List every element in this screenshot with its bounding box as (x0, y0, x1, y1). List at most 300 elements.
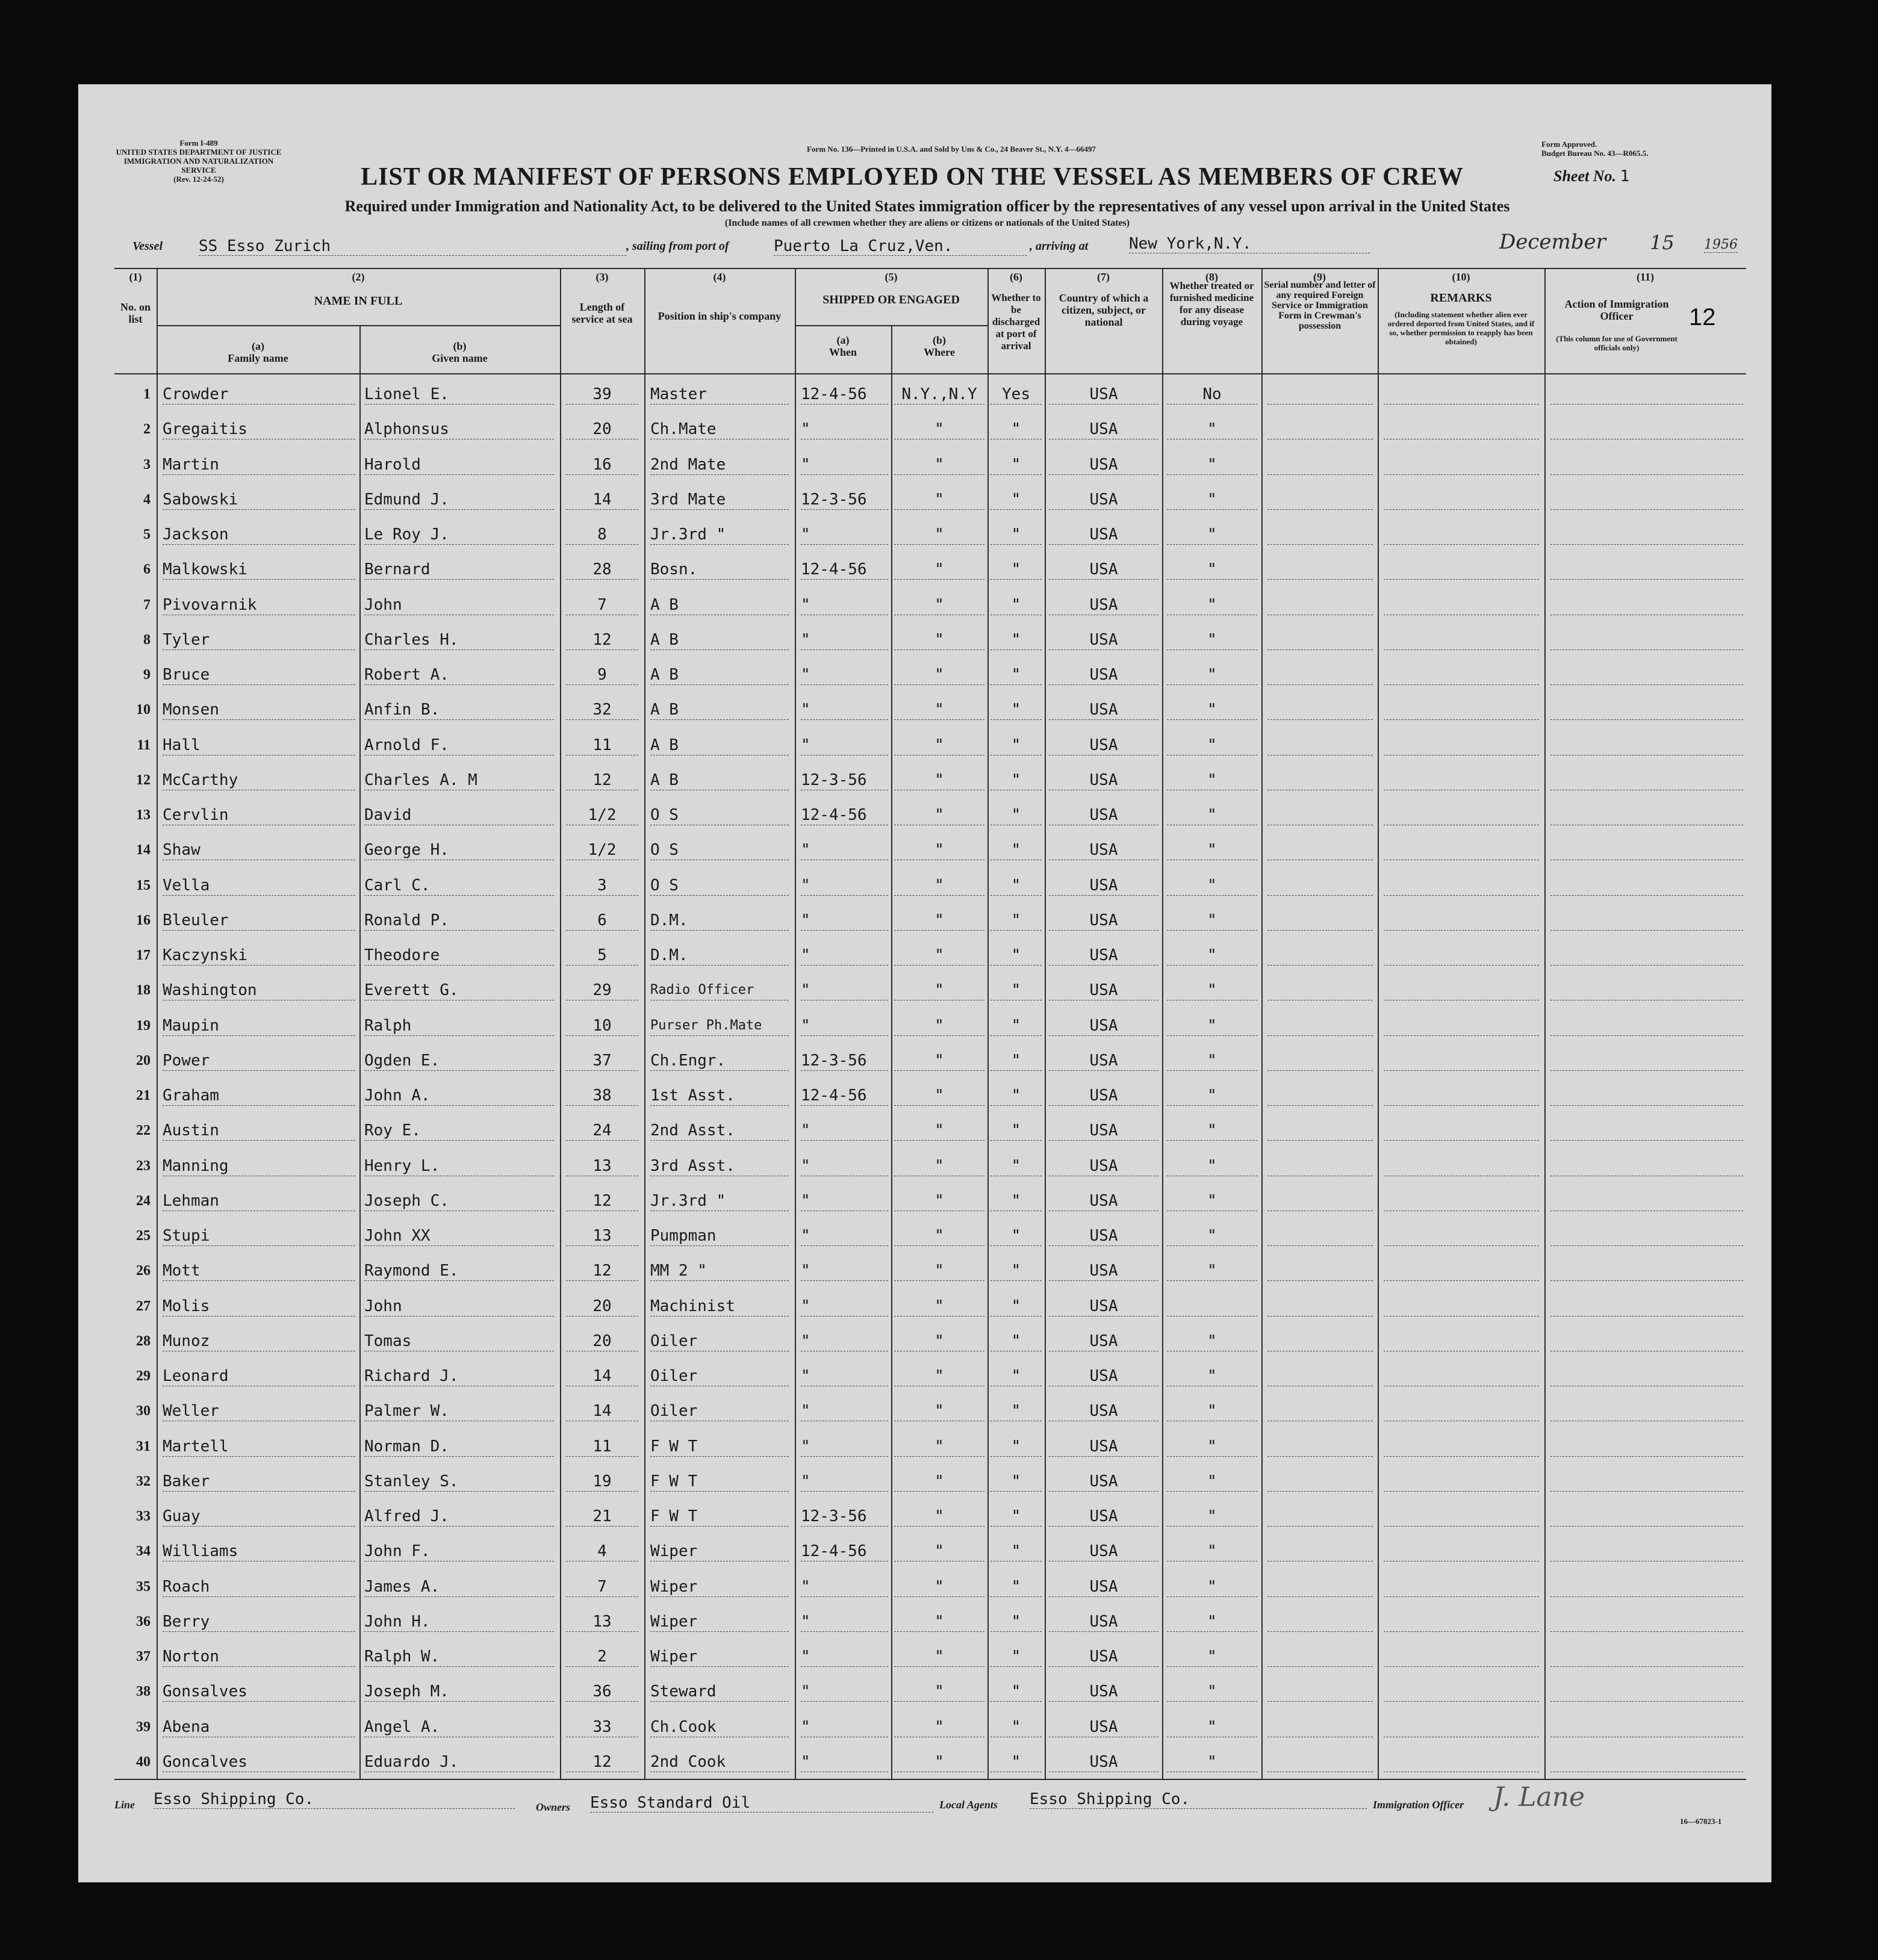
row-number: 11 (137, 737, 151, 753)
cell-serial (1267, 1437, 1373, 1457)
cell-given: Edmund J. (364, 490, 554, 510)
cell-when: " (801, 1612, 888, 1632)
cell-where: " (894, 1366, 984, 1386)
cell-family: Manning (163, 1156, 355, 1176)
cell-treated: " (1167, 1051, 1257, 1071)
cell-family: Austin (163, 1121, 355, 1141)
cell-position: Ch.Mate (650, 420, 789, 439)
header-given-name (359, 340, 560, 364)
cell-remarks (1384, 1682, 1539, 1702)
cell-serial (1267, 736, 1373, 755)
cell-treated: No (1167, 385, 1257, 405)
col-num-8: (8) (1205, 271, 1218, 283)
manifest-title: LIST OR MANIFEST OF PERSONS EMPLOYED ON THE VESSEL AS MEMBERS OF CREW (361, 163, 1464, 191)
cell-where: " (894, 1086, 984, 1106)
cell-serial (1267, 1401, 1373, 1421)
cell-treated: " (1167, 1437, 1257, 1457)
cell-length: 38 (566, 1086, 638, 1106)
table-row (78, 1673, 1771, 1708)
where-label: Where (924, 346, 955, 358)
cell-where: " (894, 1191, 984, 1211)
table-row (78, 516, 1771, 551)
cell-when: 12-3-56 (801, 1507, 888, 1527)
row-number: 34 (136, 1543, 151, 1560)
cell-length: 13 (566, 1156, 638, 1176)
cell-remarks (1384, 595, 1539, 615)
cell-position: Steward (650, 1682, 789, 1702)
cell-remarks (1384, 1016, 1539, 1036)
cell-treated: " (1167, 1507, 1257, 1527)
cell-country: USA (1049, 736, 1158, 755)
cell-position: Bosn. (650, 560, 789, 580)
cell-given: Bernard (364, 560, 554, 580)
row-number: 7 (143, 597, 151, 613)
cell-position: Oiler (650, 1401, 789, 1421)
cell-discharged: " (990, 1191, 1042, 1211)
cell-given: Eduardo J. (364, 1752, 554, 1772)
cell-given: John F. (364, 1542, 554, 1561)
table-bottom-rule (114, 1779, 1746, 1780)
cell-position: A B (650, 665, 789, 685)
cell-position: Wiper (650, 1542, 789, 1561)
cell-discharged: " (990, 840, 1042, 860)
cell-country: USA (1049, 1156, 1158, 1176)
line-value: Esso Shipping Co. (154, 1790, 515, 1809)
cell-where: " (894, 1016, 984, 1036)
cell-action (1550, 1682, 1743, 1702)
header-shipped-engaged: SHIPPED OR ENGAGED (822, 293, 960, 306)
row-number: 4 (143, 491, 151, 507)
cell-family: Power (163, 1051, 355, 1071)
col-num-4: (4) (713, 271, 726, 283)
row-number: 23 (136, 1158, 151, 1174)
manifest-sheet (78, 84, 1771, 1882)
row-number: 33 (136, 1509, 151, 1524)
cell-length: 3 (566, 876, 638, 896)
cell-treated: " (1167, 455, 1257, 475)
subtitle-note: (Include names of all crewmen whether they are aliens or citizens or nationals of the United States) (724, 218, 1130, 228)
cell-given: Robert A. (364, 665, 554, 685)
cell-position: 1st Asst. (650, 1086, 789, 1106)
cell-length: 4 (566, 1542, 638, 1561)
cell-when: " (801, 840, 888, 860)
cell-action (1550, 595, 1743, 615)
cell-country: USA (1049, 876, 1158, 896)
cell-when: 12-3-56 (801, 771, 888, 790)
cell-length: 6 (566, 911, 638, 931)
cell-discharged: " (990, 595, 1042, 615)
table-row (78, 1428, 1771, 1463)
cell-treated: " (1167, 1717, 1257, 1737)
cell-remarks (1384, 1401, 1539, 1421)
cell-serial (1267, 911, 1373, 931)
cell-remarks (1384, 420, 1539, 439)
col-num-7: (7) (1097, 271, 1110, 283)
table-row (78, 797, 1771, 832)
cell-serial (1267, 630, 1373, 650)
cell-where: " (894, 1507, 984, 1527)
cell-given: Theodore (364, 946, 554, 966)
cell-serial (1267, 771, 1373, 790)
cell-where: N.Y.,N.Y (894, 385, 984, 405)
cell-action (1550, 1717, 1743, 1737)
cell-action (1550, 1401, 1743, 1421)
cell-serial (1267, 1366, 1373, 1386)
cell-family: Baker (163, 1472, 355, 1492)
cell-length: 10 (566, 1016, 638, 1036)
cell-position: 3rd Asst. (650, 1156, 789, 1176)
cell-remarks (1384, 560, 1539, 580)
cell-when: " (801, 736, 888, 755)
cell-serial (1267, 1016, 1373, 1036)
cell-serial (1267, 1472, 1373, 1492)
cell-when: " (801, 1121, 888, 1141)
cell-action (1550, 911, 1743, 931)
col-num-2: (2) (352, 271, 365, 283)
cell-serial (1267, 981, 1373, 1000)
cell-position: 2nd Asst. (650, 1121, 789, 1141)
cell-when: " (801, 1437, 888, 1457)
cell-when: 12-4-56 (801, 805, 888, 825)
row-number: 29 (136, 1368, 151, 1384)
table-row (78, 1569, 1771, 1604)
header-action: Action of Immigration Officer (1564, 298, 1669, 322)
cell-family: Lehman (163, 1191, 355, 1211)
cell-where: " (894, 560, 984, 580)
cell-where: " (894, 1472, 984, 1492)
cell-treated: " (1167, 911, 1257, 931)
cell-when: " (801, 876, 888, 896)
cell-discharged: " (990, 1226, 1042, 1246)
cell-discharged: " (990, 1507, 1042, 1527)
cell-length: 2 (566, 1647, 638, 1667)
table-row (78, 1288, 1771, 1323)
row-number: 37 (136, 1649, 151, 1664)
cell-when: " (801, 1332, 888, 1351)
manifest-footer (114, 1782, 1752, 1836)
department: UNITED STATES DEPARTMENT OF JUSTICE (116, 147, 282, 157)
cell-remarks (1384, 1297, 1539, 1316)
cell-serial (1267, 700, 1373, 720)
table-row (78, 1183, 1771, 1218)
col-num-6: (6) (1010, 271, 1022, 283)
table-row (78, 1463, 1771, 1498)
cell-family: Kaczynski (163, 946, 355, 966)
cell-serial (1267, 805, 1373, 825)
owners-label: Owners (536, 1801, 571, 1813)
arrival-port: New York,N.Y. (1129, 235, 1370, 253)
cell-country: USA (1049, 981, 1158, 1000)
cell-serial (1267, 1121, 1373, 1141)
row-number: 9 (143, 667, 151, 683)
cell-action (1550, 1261, 1743, 1281)
cell-treated: " (1167, 1121, 1257, 1141)
row-number: 22 (136, 1123, 151, 1139)
cell-discharged: " (990, 455, 1042, 475)
cell-remarks (1384, 1542, 1539, 1561)
cell-action (1550, 1191, 1743, 1211)
cell-when: " (801, 630, 888, 650)
cell-length: 16 (566, 455, 638, 475)
cell-given: John (364, 595, 554, 615)
cell-country: USA (1049, 1226, 1158, 1246)
cell-remarks (1384, 1261, 1539, 1281)
table-row (78, 1358, 1771, 1393)
cell-treated: " (1167, 736, 1257, 755)
cell-when: 12-4-56 (801, 560, 888, 580)
cell-remarks (1384, 525, 1539, 545)
cell-where: " (894, 1647, 984, 1667)
cell-length: 29 (566, 981, 638, 1000)
cell-family: Stupi (163, 1226, 355, 1246)
cell-action (1550, 1332, 1743, 1351)
cell-given: Raymond E. (364, 1261, 554, 1281)
cell-country: USA (1049, 1717, 1158, 1737)
table-row (78, 1393, 1771, 1428)
cell-serial (1267, 1261, 1373, 1281)
cell-given: John (364, 1297, 554, 1316)
cell-treated: " (1167, 595, 1257, 615)
table-row (78, 692, 1771, 727)
table-row (78, 1112, 1771, 1147)
cell-action (1550, 1121, 1743, 1141)
arrival-month: December (1499, 230, 1606, 254)
cell-when: " (801, 1226, 888, 1246)
col-num-11: (11) (1637, 271, 1654, 283)
cell-family: Bruce (163, 665, 355, 685)
cell-remarks (1384, 700, 1539, 720)
col-num-3: (3) (595, 271, 609, 283)
cell-discharged: " (990, 630, 1042, 650)
cell-length: 32 (566, 700, 638, 720)
cell-serial (1267, 490, 1373, 510)
cell-position: A B (650, 700, 789, 720)
cell-treated: " (1167, 525, 1257, 545)
cell-remarks (1384, 1366, 1539, 1386)
cell-position: O S (650, 805, 789, 825)
col-num-9: (9) (1313, 271, 1326, 283)
table-row (78, 482, 1771, 516)
row-number: 31 (136, 1438, 151, 1454)
table-top-rule (114, 268, 1746, 269)
cell-position: 2nd Cook (650, 1752, 789, 1772)
row-number: 8 (143, 631, 151, 648)
cell-given: Richard J. (364, 1366, 554, 1386)
row-number: 32 (136, 1473, 151, 1489)
cell-when: " (801, 700, 888, 720)
table-row (78, 1498, 1771, 1533)
cell-length: 14 (566, 490, 638, 510)
cell-country: USA (1049, 1332, 1158, 1351)
arrival-year: 1956 (1704, 237, 1738, 252)
cell-serial (1267, 595, 1373, 615)
cell-serial (1267, 455, 1373, 475)
table-row (78, 447, 1771, 482)
cell-country: USA (1049, 560, 1158, 580)
cell-remarks (1384, 1437, 1539, 1457)
cell-length: 20 (566, 420, 638, 439)
cell-position: Ch.Engr. (650, 1051, 789, 1071)
table-row (78, 1078, 1771, 1112)
cell-family: Weller (163, 1401, 355, 1421)
cell-remarks (1384, 1577, 1539, 1597)
row-number: 24 (136, 1192, 151, 1209)
cell-treated: " (1167, 1752, 1257, 1772)
cell-remarks (1384, 1472, 1539, 1492)
row-number: 3 (143, 456, 151, 473)
cell-when: " (801, 1472, 888, 1492)
cell-country: USA (1049, 1542, 1158, 1561)
row-number: 38 (136, 1684, 151, 1700)
cell-family: Gonsalves (163, 1682, 355, 1702)
cell-given: Arnold F. (364, 736, 554, 755)
cell-where: " (894, 1121, 984, 1141)
cell-family: Abena (163, 1717, 355, 1737)
cell-position: O S (650, 840, 789, 860)
cell-remarks (1384, 1051, 1539, 1071)
cell-position: A B (650, 630, 789, 650)
cell-action (1550, 805, 1743, 825)
row-number: 19 (136, 1017, 151, 1034)
cell-length: 20 (566, 1332, 638, 1351)
cell-when: " (801, 1016, 888, 1036)
cell-country: USA (1049, 1261, 1158, 1281)
cell-discharged: " (990, 736, 1042, 755)
cell-action (1550, 560, 1743, 580)
cell-discharged: " (990, 1156, 1042, 1176)
cell-country: USA (1049, 1051, 1158, 1071)
row-number: 30 (136, 1403, 151, 1419)
cell-treated: " (1167, 1226, 1257, 1246)
cell-country: USA (1049, 595, 1158, 615)
sheet-label: Sheet No. (1553, 167, 1616, 185)
cell-position: A B (650, 771, 789, 790)
cell-length: 24 (566, 1121, 638, 1141)
cell-where: " (894, 525, 984, 545)
cell-when: " (801, 1682, 888, 1702)
cell-discharged: " (990, 490, 1042, 510)
cell-when: 12-4-56 (801, 1086, 888, 1106)
table-row (78, 622, 1771, 657)
cell-action (1550, 736, 1743, 755)
cell-remarks (1384, 1191, 1539, 1211)
cell-action (1550, 700, 1743, 720)
cell-treated: " (1167, 490, 1257, 510)
cell-when: " (801, 1401, 888, 1421)
cell-serial (1267, 1682, 1373, 1702)
cell-remarks (1384, 1647, 1539, 1667)
cell-family: Graham (163, 1086, 355, 1106)
cell-treated: " (1167, 1366, 1257, 1386)
cell-family: Hall (163, 736, 355, 755)
cell-position: A B (650, 595, 789, 615)
cell-given: Alfred J. (364, 1507, 554, 1527)
cell-where: " (894, 981, 984, 1000)
cell-serial (1267, 1507, 1373, 1527)
cell-where: " (894, 805, 984, 825)
cell-given: Roy E. (364, 1121, 554, 1141)
cell-action (1550, 946, 1743, 966)
cell-remarks (1384, 771, 1539, 790)
cell-when: " (801, 946, 888, 966)
cell-when: " (801, 525, 888, 545)
cell-where: " (894, 1261, 984, 1281)
cell-discharged: " (990, 1366, 1042, 1386)
cell-when: " (801, 911, 888, 931)
agents-label: Local Agents (939, 1799, 998, 1811)
cell-serial (1267, 1542, 1373, 1561)
cell-remarks (1384, 736, 1539, 755)
cell-discharged: " (990, 946, 1042, 966)
cell-country: USA (1049, 771, 1158, 790)
row-number: 21 (136, 1088, 151, 1103)
cell-length: 12 (566, 1752, 638, 1772)
cell-remarks (1384, 1612, 1539, 1632)
sailing-port: Puerto La Cruz,Ven. (774, 237, 1027, 256)
cell-where: " (894, 1297, 984, 1316)
cell-length: 13 (566, 1612, 638, 1632)
cell-country: USA (1049, 911, 1158, 931)
cell-length: 11 (566, 736, 638, 755)
cell-discharged: " (990, 805, 1042, 825)
row-number: 18 (136, 982, 151, 999)
table-row (78, 1709, 1771, 1744)
cell-remarks (1384, 1156, 1539, 1176)
cell-where: " (894, 630, 984, 650)
col-num-5: (5) (885, 271, 898, 283)
cell-family: Roach (163, 1577, 355, 1597)
cell-discharged: " (990, 981, 1042, 1000)
cell-treated: " (1167, 1472, 1257, 1492)
cell-where: " (894, 1437, 984, 1457)
table-row (78, 762, 1771, 797)
cell-position: Oiler (650, 1332, 789, 1351)
cell-discharged: " (990, 1121, 1042, 1141)
cell-country: USA (1049, 1577, 1158, 1597)
cell-country: USA (1049, 1121, 1158, 1141)
cell-length: 1/2 (566, 840, 638, 860)
row-number: 10 (136, 702, 151, 718)
cell-position: A B (650, 736, 789, 755)
printer-note: Form No. 136—Printed in U.S.A. and Sold by Uns & Co., 24 Beaver St., N.Y. 4—66497 (807, 144, 1096, 154)
cell-treated: " (1167, 771, 1257, 790)
cell-country: USA (1049, 700, 1158, 720)
row-number: 13 (136, 807, 151, 823)
cell-treated: " (1167, 805, 1257, 825)
when-label: When (829, 346, 857, 358)
cell-action (1550, 455, 1743, 475)
cell-treated: " (1167, 1261, 1257, 1281)
cell-where: " (894, 1401, 984, 1421)
cell-serial (1267, 1577, 1373, 1597)
cell-where: " (894, 1051, 984, 1071)
budget-bureau: Budget Bureau No. 43—R065.5. (1541, 149, 1649, 158)
cell-country: USA (1049, 525, 1158, 545)
cell-country: USA (1049, 1366, 1158, 1386)
cell-treated: " (1167, 420, 1257, 439)
cell-action (1550, 525, 1743, 545)
cell-remarks (1384, 1121, 1539, 1141)
cell-action (1550, 981, 1743, 1000)
cell-action (1550, 771, 1743, 790)
table-row (78, 972, 1771, 1007)
cell-country: USA (1049, 1647, 1158, 1667)
cell-discharged: " (990, 1332, 1042, 1351)
cell-family: Vella (163, 876, 355, 896)
cell-family: Washington (163, 981, 355, 1000)
cell-treated: " (1167, 1612, 1257, 1632)
row-number: 2 (143, 421, 151, 438)
